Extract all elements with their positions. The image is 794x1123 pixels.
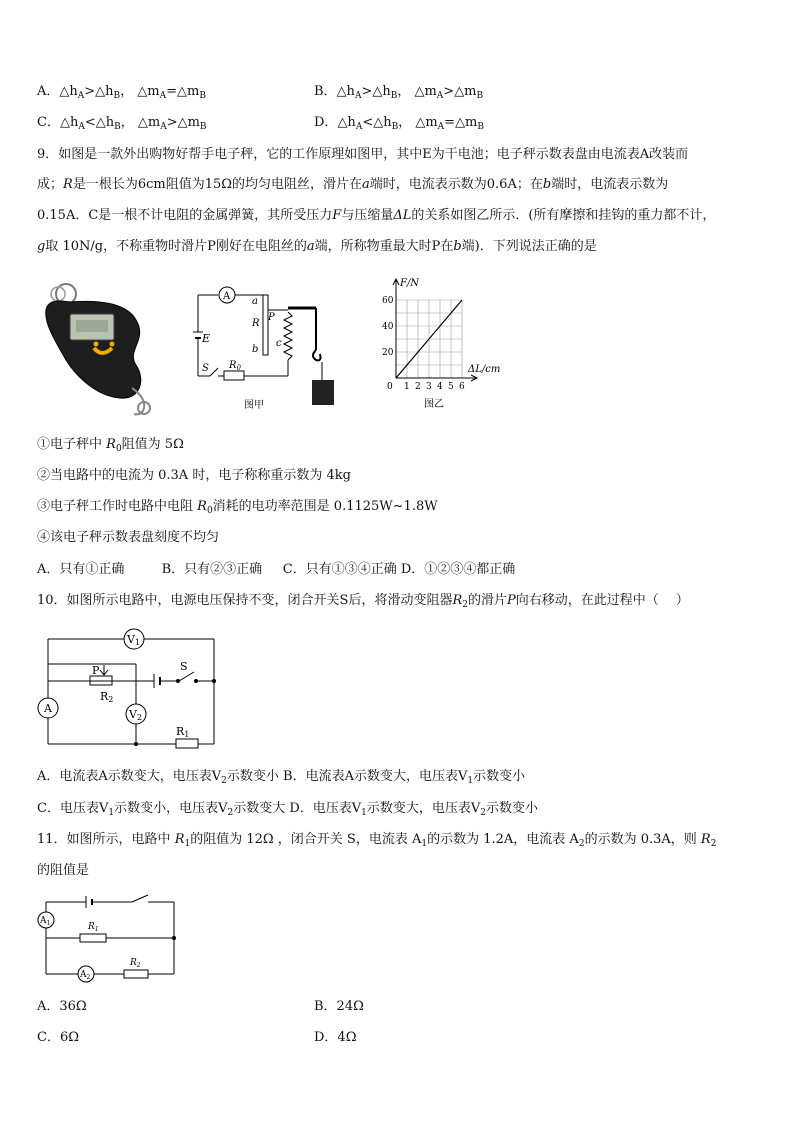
- y-tick-label: 60: [382, 296, 394, 306]
- q9-circuit-diagram-jia: [188, 280, 358, 410]
- spring-label: c: [276, 338, 282, 349]
- q11-option-b: B．24Ω: [314, 999, 364, 1014]
- q9-stem-line-1: 9．如图是一款外出购物好帮手电子秤，它的工作原理如图甲，其中E为干电池；电子秤示数表盘由电流表A改装而: [37, 147, 689, 162]
- q9-chart-yi: [368, 274, 503, 414]
- q11-stem-line-2: 的阻值是: [37, 863, 90, 878]
- q9-stem-line-3: 0.15A．C是一根不计电阻的金属弹簧，其所受压力F与压缩量ΔL的关系如图乙所示．(所有摩擦和挂钩的重力都不计，: [37, 208, 716, 223]
- end-b-label: b: [252, 344, 259, 355]
- ammeter-label: A: [223, 291, 231, 302]
- q10-options-cd: C．电压表$V_1$示数变小，电压表$V_2$示数变大 D．电压表$V_1$示数变大，电压表$V_2$示数变小: [37, 801, 539, 818]
- r1-label: R1: [176, 725, 190, 739]
- x-tick-label: 0: [387, 382, 393, 392]
- r1-label: $R_1$: [88, 922, 99, 933]
- r2-label: R2: [100, 690, 114, 704]
- electronic-scale-photo: [36, 280, 196, 420]
- a2-meter-label: $A_2$: [80, 970, 91, 981]
- q10-options-ab: A．电流表A示数变大，电压表$V_2$示数变小 B．电流表A示数变大，电压表$V_1$示数变小: [37, 769, 526, 786]
- q11-option-a: A．36Ω: [37, 999, 87, 1014]
- y-axis-label: F/N: [400, 278, 420, 289]
- x-tick-label: 6: [459, 382, 465, 392]
- y-tick-label: 20: [382, 348, 394, 358]
- y-tick-label: 40: [382, 322, 394, 332]
- q9-statement-2: ②当电路中的电流为 0.3A 时，电子称称重示数为 4kg: [37, 468, 351, 483]
- x-axis-label: ΔL/cm: [468, 364, 501, 375]
- figure-jia-caption: 图甲: [244, 400, 264, 410]
- ammeter-label: A: [44, 702, 52, 715]
- x-tick-label: 5: [448, 382, 454, 392]
- v2-meter-label: V2: [129, 708, 143, 722]
- slider-p-label: P: [268, 312, 275, 323]
- q11-circuit-diagram: [36, 892, 186, 987]
- q9-statement-1: ①电子秤中 $R_0$阻值为 5Ω: [37, 437, 184, 454]
- x-tick-label: 2: [415, 382, 421, 392]
- q8-option-b: B．$\triangle h_A>\triangle h_B$， $\triangle m_A>\triangle m_B$: [314, 84, 484, 101]
- q9-options: A．只有①正确 B．只有②③正确 C．只有①③④正确 D．①②③④都正确: [37, 562, 516, 577]
- q11-option-c: C．6Ω: [37, 1030, 79, 1045]
- q11-stem-line-1: 11．如图所示，电路中 $R_1$的阻值为 12Ω ，闭合开关 S，电流表 $A_1$的示数为 1.2A，电流表 $A_2$的示数为 0.3A，则 $R_2$: [37, 832, 717, 849]
- q9-statement-4: ④该电子秤示数表盘刻度不均匀: [37, 530, 220, 545]
- end-a-label: a: [252, 296, 258, 307]
- q8-option-d: D．$\triangle h_A<\triangle h_B$， $\triangle m_A=\triangle m_B$: [314, 115, 485, 132]
- r2-label: $R_2$: [130, 958, 141, 969]
- q8-option-c: C．$\triangle h_A<\triangle h_B$， $\triangle m_A>\triangle m_B$: [37, 115, 207, 132]
- switch-label: S: [180, 660, 188, 673]
- r0-label: $R_0$: [229, 360, 241, 372]
- q11-option-d: D．4Ω: [314, 1030, 357, 1045]
- a1-meter-label: $A_1$: [40, 916, 51, 927]
- q10-stem: 10．如图所示电路中，电源电压保持不变，闭合开关S后，将滑动变阻器$R_2$的滑片P向右移动，在此过程中（ ）: [37, 593, 689, 610]
- resistor-r-label: R: [252, 318, 260, 329]
- battery-label: E: [202, 332, 211, 345]
- figure-yi-caption: 图乙: [424, 399, 444, 410]
- v1-meter-label: V1: [127, 633, 141, 647]
- q9-stem-line-2: 成；R是一根长为6cm阻值为15Ω的均匀电阻丝，滑片在a端时，电流表示数为0.6A；在b端时，电流表示数为: [37, 177, 669, 192]
- q9-statement-3: ③电子秤工作时电路中电阻 $R_0$消耗的电功率范围是 0.1125W~1.8W: [37, 499, 438, 516]
- slider-p-label: P: [92, 664, 100, 677]
- q10-circuit-diagram: [36, 624, 226, 754]
- q9-stem-line-4: g取 10N/g，不称重物时滑片P刚好在电阻丝的a端，所称物重最大时P在b端)．下列说法正确的是: [37, 239, 597, 254]
- x-tick-label: 3: [426, 382, 432, 392]
- q8-option-a: A．$\triangle h_A>\triangle h_B$， $\triangle m_A=\triangle m_B$: [37, 84, 206, 101]
- x-tick-label: 4: [437, 382, 443, 392]
- switch-label: S: [202, 363, 209, 374]
- x-tick-label: 1: [404, 382, 410, 392]
